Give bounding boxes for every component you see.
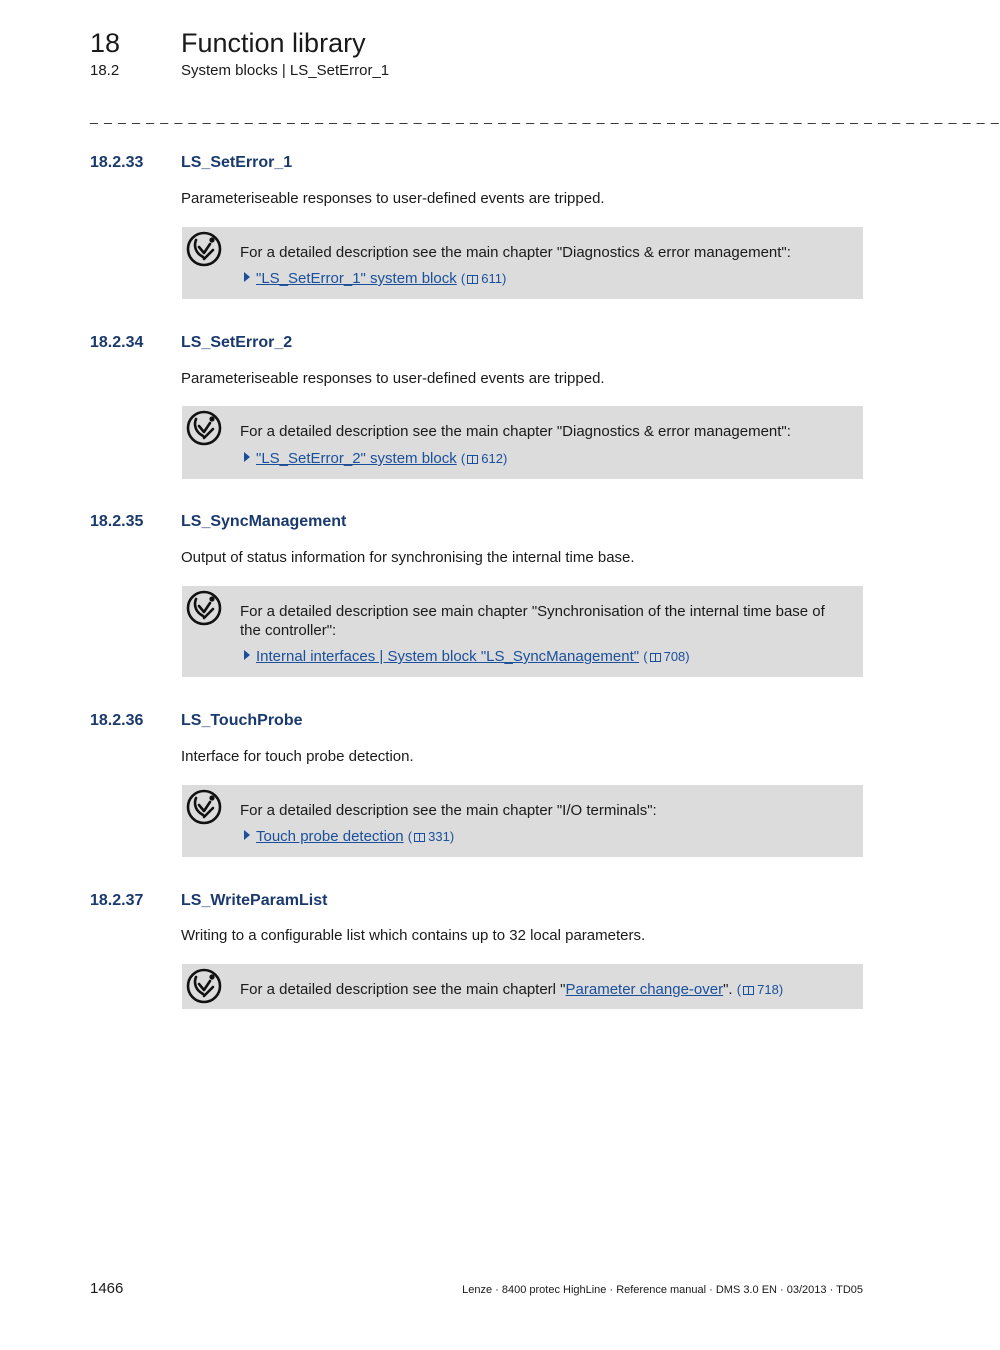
- book-icon: [414, 833, 425, 842]
- page-reference[interactable]: ( 718): [736, 982, 784, 997]
- cross-reference-link[interactable]: Parameter change-over: [565, 981, 724, 998]
- note-text: For a detailed description see main chapter "Synchronisation of the internal time base of the controller":: [240, 603, 825, 639]
- note-box: [182, 964, 863, 1009]
- hint-icon: [186, 410, 222, 446]
- section-heading-title: LS_WriteParamList: [181, 892, 328, 909]
- hint-icon: [186, 590, 222, 626]
- chapter-number: 18: [90, 28, 121, 58]
- section-heading-title: LS_SyncManagement: [181, 513, 347, 530]
- book-icon: [743, 986, 754, 995]
- section-heading-title: LS_TouchProbe: [181, 712, 303, 729]
- note-link-row: [244, 828, 454, 845]
- note-text: For a detailed description see the main chapter "Diagnostics & error management":: [240, 423, 791, 440]
- hint-icon: [186, 968, 222, 1004]
- cross-reference-link[interactable]: "LS_SetError_1" system block: [256, 270, 457, 287]
- section-heading-number: 18.2.35: [90, 513, 144, 530]
- chapter-title: Function library: [181, 28, 366, 58]
- section-description: Parameteriseable responses to user-defined events are tripped.: [181, 370, 605, 387]
- note-text: For a detailed description see the main chapter "I/O terminals":: [240, 802, 657, 819]
- section-heading-number: 18.2.37: [90, 892, 144, 909]
- note-text: For a detailed description see the main chapterl "Parameter change-over". ( 718): [240, 981, 784, 998]
- section-description: Parameteriseable responses to user-defined events are tripped.: [181, 190, 605, 207]
- book-icon: [467, 455, 478, 464]
- section-heading-number: 18.2.33: [90, 154, 144, 171]
- arrow-right-icon: [244, 272, 250, 282]
- section-description: Interface for touch probe detection.: [181, 748, 414, 765]
- page-reference[interactable]: ( 708): [643, 649, 690, 664]
- arrow-right-icon: [244, 830, 250, 840]
- arrow-right-icon: [244, 452, 250, 462]
- section-heading-title: LS_SetError_2: [181, 334, 293, 351]
- section-description: Output of status information for synchronising the internal time base.: [181, 549, 635, 566]
- note-box: [182, 406, 863, 479]
- section-number: 18.2: [90, 62, 120, 79]
- section-description: Writing to a configurable list which contains up to 32 local parameters.: [181, 927, 646, 944]
- page-reference[interactable]: ( 612): [460, 451, 508, 466]
- cross-reference-link[interactable]: Internal interfaces | System block "LS_SyncManagement": [256, 648, 640, 665]
- header-separator: _ _ _ _ _ _ _ _ _ _ _ _ _ _ _ _ _ _ _ _ _ _ _ _ _ _ _ _ _ _ _ _ _ _ _ _ _ _ _ _ _ _ _ _ _ _ _ _ _ _ _ _ _ _ _ _ _ _ _ _ _ _ _ _ _: [90, 108, 1000, 124]
- book-icon: [650, 653, 661, 662]
- note-box: [182, 586, 863, 677]
- section-title: System blocks | LS_SetError_1: [181, 62, 390, 79]
- note-link-row: [244, 270, 506, 287]
- cross-reference-link[interactable]: "LS_SetError_2" system block: [256, 450, 457, 467]
- note-link-row: [244, 450, 507, 467]
- document-info: Lenze · 8400 protec HighLine · Reference manual · DMS 3.0 EN · 03/2013 · TD05: [462, 1284, 863, 1296]
- note-link-row: [244, 648, 690, 665]
- note-box: [182, 785, 863, 857]
- note-box: [182, 227, 863, 299]
- arrow-right-icon: [244, 650, 250, 660]
- note-text: For a detailed description see the main chapter "Diagnostics & error management":: [240, 244, 791, 261]
- hint-icon: [186, 231, 222, 267]
- cross-reference-link[interactable]: Touch probe detection: [256, 828, 404, 845]
- page-number: 1466: [90, 1280, 124, 1297]
- section-heading-number: 18.2.34: [90, 334, 144, 351]
- section-heading-title: LS_SetError_1: [181, 154, 293, 171]
- page-reference[interactable]: ( 331): [407, 829, 455, 844]
- section-heading-number: 18.2.36: [90, 712, 144, 729]
- page-reference[interactable]: ( 611): [460, 271, 507, 286]
- book-icon: [467, 275, 478, 284]
- hint-icon: [186, 789, 222, 825]
